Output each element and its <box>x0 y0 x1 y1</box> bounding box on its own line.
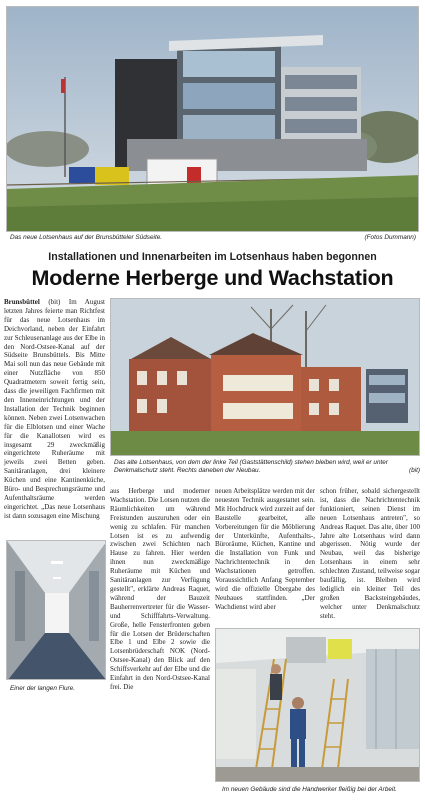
new-pilot-house-photo-icon <box>7 7 419 232</box>
hallway-photo-caption: Einer der langen Flure. <box>10 685 76 692</box>
column-2-text: aus Herberge und moderner Wachstation. Die Lotsen nutzen die Räumlichkeiten um während Freistunden auszuruhen oder ein wenig zu schlafen. Für manchen Lotsen ist es zu aufwendig zwischen zwei Schichten nach Hause zu fahren. Hier werden ihnen nun zweckmäßige Ruheräume mit Küchen und Sanitäranlagen zur Verfügung gestellt", erklärte Andreas Raquet, während der Bauzeit Bauherrenvertreter für die Wasser- und Schifffahrts-Verwaltung. Große, helle Fensterfronten geben für die Lotsen der Brüderschaften Elbe 1 und Elbe 2 sowie die Lotsenbrüderschaft NOK (Nord-Ostsee-Kanal) den Blick auf den Schiffsverkehr auf der Elbe und die Einfahrt in den Nord-Ostsee-Kanal frei. Die <box>110 487 210 691</box>
kicker: Installationen und Innenarbeiten im Lotsenhaus haben begonnen <box>48 251 377 263</box>
headline: Moderne Herberge und Wachstation <box>31 266 394 290</box>
bottom-photo <box>215 628 420 782</box>
old-pilot-house-photo-icon <box>111 299 420 456</box>
top-photo <box>6 6 419 232</box>
column-3-text: neuen Arbeitsplätze werden mit der neuesten Technik ausgestattet sein. Mit Hochdruck wird zurzeit auf der Baustelle gearbeitet, alle Vorbereitungen für die Möblierung der Unterkünfte, Aufenthalts-, Büroräume, Küchen, Kantine und die Installation von Funk und Nachrichtentechnik in den Wachstationen getroffen. Voraussichtlich Anfang September wird die offizielle Übergabe des Neubaues stattfinden. „Der Wachdienst wird aber <box>215 487 315 611</box>
top-photo-caption: Das neue Lotsenhaus auf der Brunsbütteler Südseite. <box>10 234 163 241</box>
middle-photo-caption: Das alte Lotsenhaus, von dem der linke Teil (Gaststättenschild) stehen bleiben wird, weil er unter Denkmalschutz steht. Rechts daneben der Neubau. <box>114 459 388 474</box>
middle-photo <box>110 298 420 456</box>
top-photo-credit: (Fotos Dummann) <box>364 234 416 241</box>
middle-photo-credit: (bit) <box>408 467 420 474</box>
workers-photo-icon <box>216 629 420 782</box>
dateline: Brunsbüttel <box>4 298 40 306</box>
column-1-body: (bit) Im August letzten Jahres feierte man Richtfest für das neue Lotsenhaus im Deichvorland, neben der Einfahrt zur Schleusenanlage aus der Elbe in den Nord-Ostsee-Kanal auf der Südseite Brunsbüttels. Bis Mitte Mai soll nun das neue Gebäude mit einer Nutzfläche von 850 Quadratmetern soweit fertig sein, dass die jeweiligen Fachfirmen mit den Inneneinrichtungen und der Installation der Technik beginnen können. Neben zwei Lotsenwachen für die Elblotsen und einer Wache für die Kanallotsen wird es insgesamt 29 zweckmäßig eingerichtete Ruheräume mit jeweils zwei Betten geben. Sanitäranlagen, drei kleinere Küchen und eine Kantinenküche, Büro- und Besprechungsräume und Aufenthaltsräume werden eingerichtet. „Das neue Lotsenhaus ist dann sozusagen eine Mischung <box>4 298 105 520</box>
column-4-text: schon früher, sobald sichergestellt ist, dass die Nachrichtentechnik funktioniert, seinen Dienst im neuen Lotsenhaus antreten", so Andreas Raquet. Das alte, über 100 Jahre alte Lotsenhaus wird dann abgerissen. Nötig wurde der Neubau, weil das bisherige Lotsenhaus in einem sehr schlechten Zustand, teilweise sogar baufällig, ist. Bleiben wird lediglich ein kleiner Teil des großen Backsteingebäudes, welcher unter Denkmalschutz steht. <box>320 487 420 620</box>
column-1-text <box>4 298 105 521</box>
hallway-photo <box>6 540 106 680</box>
bottom-photo-caption: Im neuen Gebäude sind die Handwerker fleißig bei der Arbeit. <box>222 786 397 793</box>
hallway-photo-icon <box>7 541 106 680</box>
